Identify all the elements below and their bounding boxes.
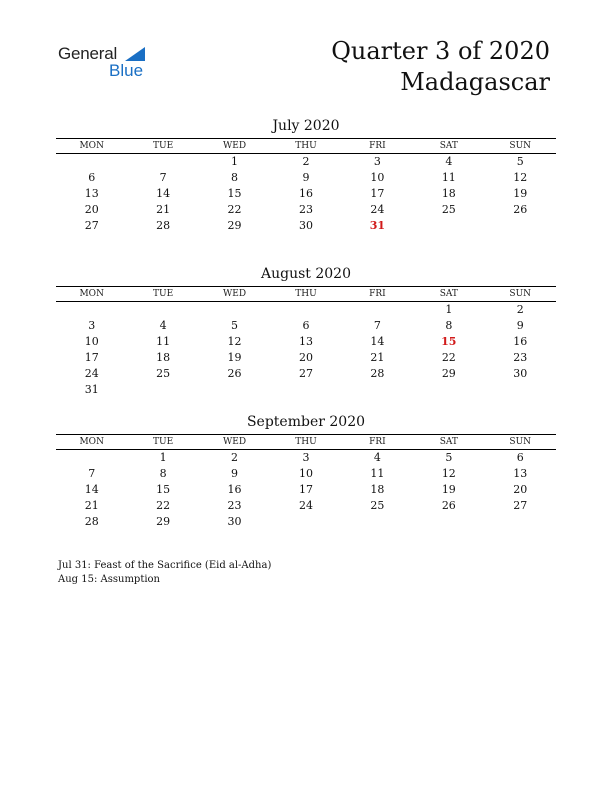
week-row [56,302,556,318]
day-cell: 12 [227,335,242,348]
day-cell: 24 [84,367,99,380]
day-cell: 2 [231,451,239,464]
week-row [56,466,556,482]
day-cell: 5 [516,155,524,168]
month-name: August 2020 [261,266,351,282]
day-cell [485,382,556,398]
week-row [56,218,556,234]
day-cell [127,302,198,318]
weekday-label: FRI [369,437,386,447]
day-cell [485,514,556,530]
day-cell: 14 [370,335,385,348]
month-name: July 2020 [272,118,340,134]
weekday-label: SUN [509,289,532,299]
logo-triangle-icon [125,47,145,61]
weekday-label: SAT [439,141,458,151]
day-cell: 23 [298,203,313,216]
week-row [56,154,556,170]
day-cell: 22 [227,203,242,216]
weekday-label: WED [223,437,247,447]
weekday-label: TUE [153,141,174,151]
day-cell: 25 [156,367,171,380]
week-row [56,450,556,466]
day-cell: 9 [302,171,310,184]
weekday-header [56,286,556,302]
day-cell [199,302,270,318]
day-cell: 29 [441,367,456,380]
quarter-title: Quarter 3 of 2020 [331,37,550,65]
day-cell: 12 [441,467,456,480]
month-september [56,413,556,530]
day-cell [413,218,484,234]
weekday-label: WED [223,141,247,151]
week-row [56,318,556,334]
month-august [56,265,556,398]
day-cell: 5 [231,319,239,332]
day-cell: 10 [298,467,313,480]
weekday-header [56,138,556,154]
day-cell [413,514,484,530]
day-cell: 31 [84,383,99,396]
day-cell: 21 [84,499,99,512]
day-cell: 7 [159,171,167,184]
day-cell [270,382,341,398]
day-cell: 3 [302,451,310,464]
week-row [56,366,556,382]
day-cell: 4 [445,155,453,168]
week-row [56,170,556,186]
weekday-label: THU [295,141,317,151]
day-cell: 18 [370,483,385,496]
day-cell: 24 [298,499,313,512]
day-cell: 28 [370,367,385,380]
day-cell: 6 [302,319,310,332]
day-cell [199,382,270,398]
day-cell: 27 [513,499,528,512]
day-cell: 2 [516,303,524,316]
holiday-note: Aug 15: Assumption [58,574,161,585]
day-cell: 26 [441,499,456,512]
day-cell: 1 [445,303,453,316]
day-cell: 27 [298,367,313,380]
weekday-label: THU [295,289,317,299]
day-cell: 19 [227,351,242,364]
day-cell [56,302,127,318]
day-cell [270,302,341,318]
weekday-label: MON [79,141,104,151]
day-cell: 14 [84,483,99,496]
day-cell: 11 [370,467,385,480]
day-cell [485,218,556,234]
holiday-note: Jul 31: Feast of the Sacrifice (Eid al-Adha) [58,560,272,571]
day-cell: 3 [88,319,96,332]
day-cell: 27 [84,219,99,232]
day-cell: 9 [516,319,524,332]
day-cell: 20 [513,483,528,496]
weekday-label: WED [223,289,247,299]
day-cell: 11 [156,335,171,348]
day-cell: 8 [159,467,167,480]
day-cell: 26 [513,203,528,216]
day-cell: 17 [298,483,313,496]
day-cell [270,514,341,530]
day-cell: 21 [370,351,385,364]
day-cell: 2 [302,155,310,168]
day-cell: 7 [373,319,381,332]
weekday-label: THU [295,437,317,447]
day-cell: 18 [441,187,456,200]
week-row [56,482,556,498]
weekday-label: FRI [369,289,386,299]
day-cell [127,382,198,398]
country-title: Madagascar [400,68,550,96]
weekday-label: SUN [509,437,532,447]
day-cell: 8 [231,171,239,184]
week-row [56,186,556,202]
day-cell: 29 [156,515,171,528]
weekday-label: SUN [509,141,532,151]
day-cell: 28 [84,515,99,528]
weekday-label: MON [79,289,104,299]
day-cell: 11 [441,171,456,184]
day-cell: 18 [156,351,171,364]
day-cell: 4 [159,319,167,332]
weekday-label: TUE [153,437,174,447]
day-cell: 1 [231,155,239,168]
day-cell: 8 [445,319,453,332]
day-cell: 19 [513,187,528,200]
day-cell: 20 [84,203,99,216]
day-cell: 20 [298,351,313,364]
day-cell: 23 [513,351,528,364]
month-name: September 2020 [246,414,366,430]
day-cell: 1 [159,451,167,464]
page-title [331,36,550,98]
week-row [56,202,556,218]
day-cell: 28 [156,219,171,232]
weekday-label: SAT [439,437,458,447]
logo-blue-text: Blue [109,61,144,80]
day-cell [413,382,484,398]
day-cell [342,514,413,530]
day-cell: 29 [227,219,242,232]
day-cell: 26 [227,367,242,380]
day-cell: 16 [298,187,313,200]
day-cell: 10 [370,171,385,184]
day-cell: 7 [88,467,96,480]
day-cell: 16 [513,335,528,348]
holiday-day-cell: 15 [441,335,457,348]
day-cell: 15 [156,483,171,496]
day-cell: 3 [373,155,381,168]
day-cell: 22 [441,351,456,364]
weekday-header [56,434,556,450]
day-cell: 30 [298,219,313,232]
logo-general-text: General [58,44,118,63]
day-cell: 22 [156,499,171,512]
day-cell [56,450,127,466]
weekday-label: TUE [153,289,174,299]
weekday-label: MON [79,437,104,447]
holiday-day-cell: 31 [369,219,386,232]
day-cell: 30 [227,515,242,528]
day-cell [56,154,127,170]
day-cell: 13 [513,467,528,480]
day-cell: 14 [156,187,171,200]
day-cell: 21 [156,203,171,216]
day-cell: 15 [227,187,242,200]
day-cell: 30 [513,367,528,380]
weekday-label: FRI [369,141,386,151]
day-cell: 17 [370,187,385,200]
day-cell: 16 [227,483,242,496]
week-row [56,498,556,514]
day-cell: 17 [84,351,99,364]
holiday-notes [58,559,271,587]
day-cell: 12 [513,171,528,184]
day-cell: 5 [445,451,453,464]
day-cell [342,382,413,398]
day-cell: 6 [88,171,96,184]
generalblue-logo [58,44,158,84]
day-cell [127,154,198,170]
month-july [56,117,556,234]
weekday-label: SAT [439,289,458,299]
day-cell: 24 [370,203,385,216]
day-cell [342,302,413,318]
day-cell: 13 [298,335,313,348]
week-row [56,382,556,398]
week-row [56,334,556,350]
day-cell: 9 [231,467,239,480]
day-cell: 6 [516,451,524,464]
week-row [56,350,556,366]
day-cell: 4 [373,451,381,464]
day-cell: 25 [441,203,456,216]
day-cell: 10 [84,335,99,348]
day-cell: 25 [370,499,385,512]
day-cell: 23 [227,499,242,512]
day-cell: 19 [441,483,456,496]
week-row [56,514,556,530]
day-cell: 13 [84,187,99,200]
